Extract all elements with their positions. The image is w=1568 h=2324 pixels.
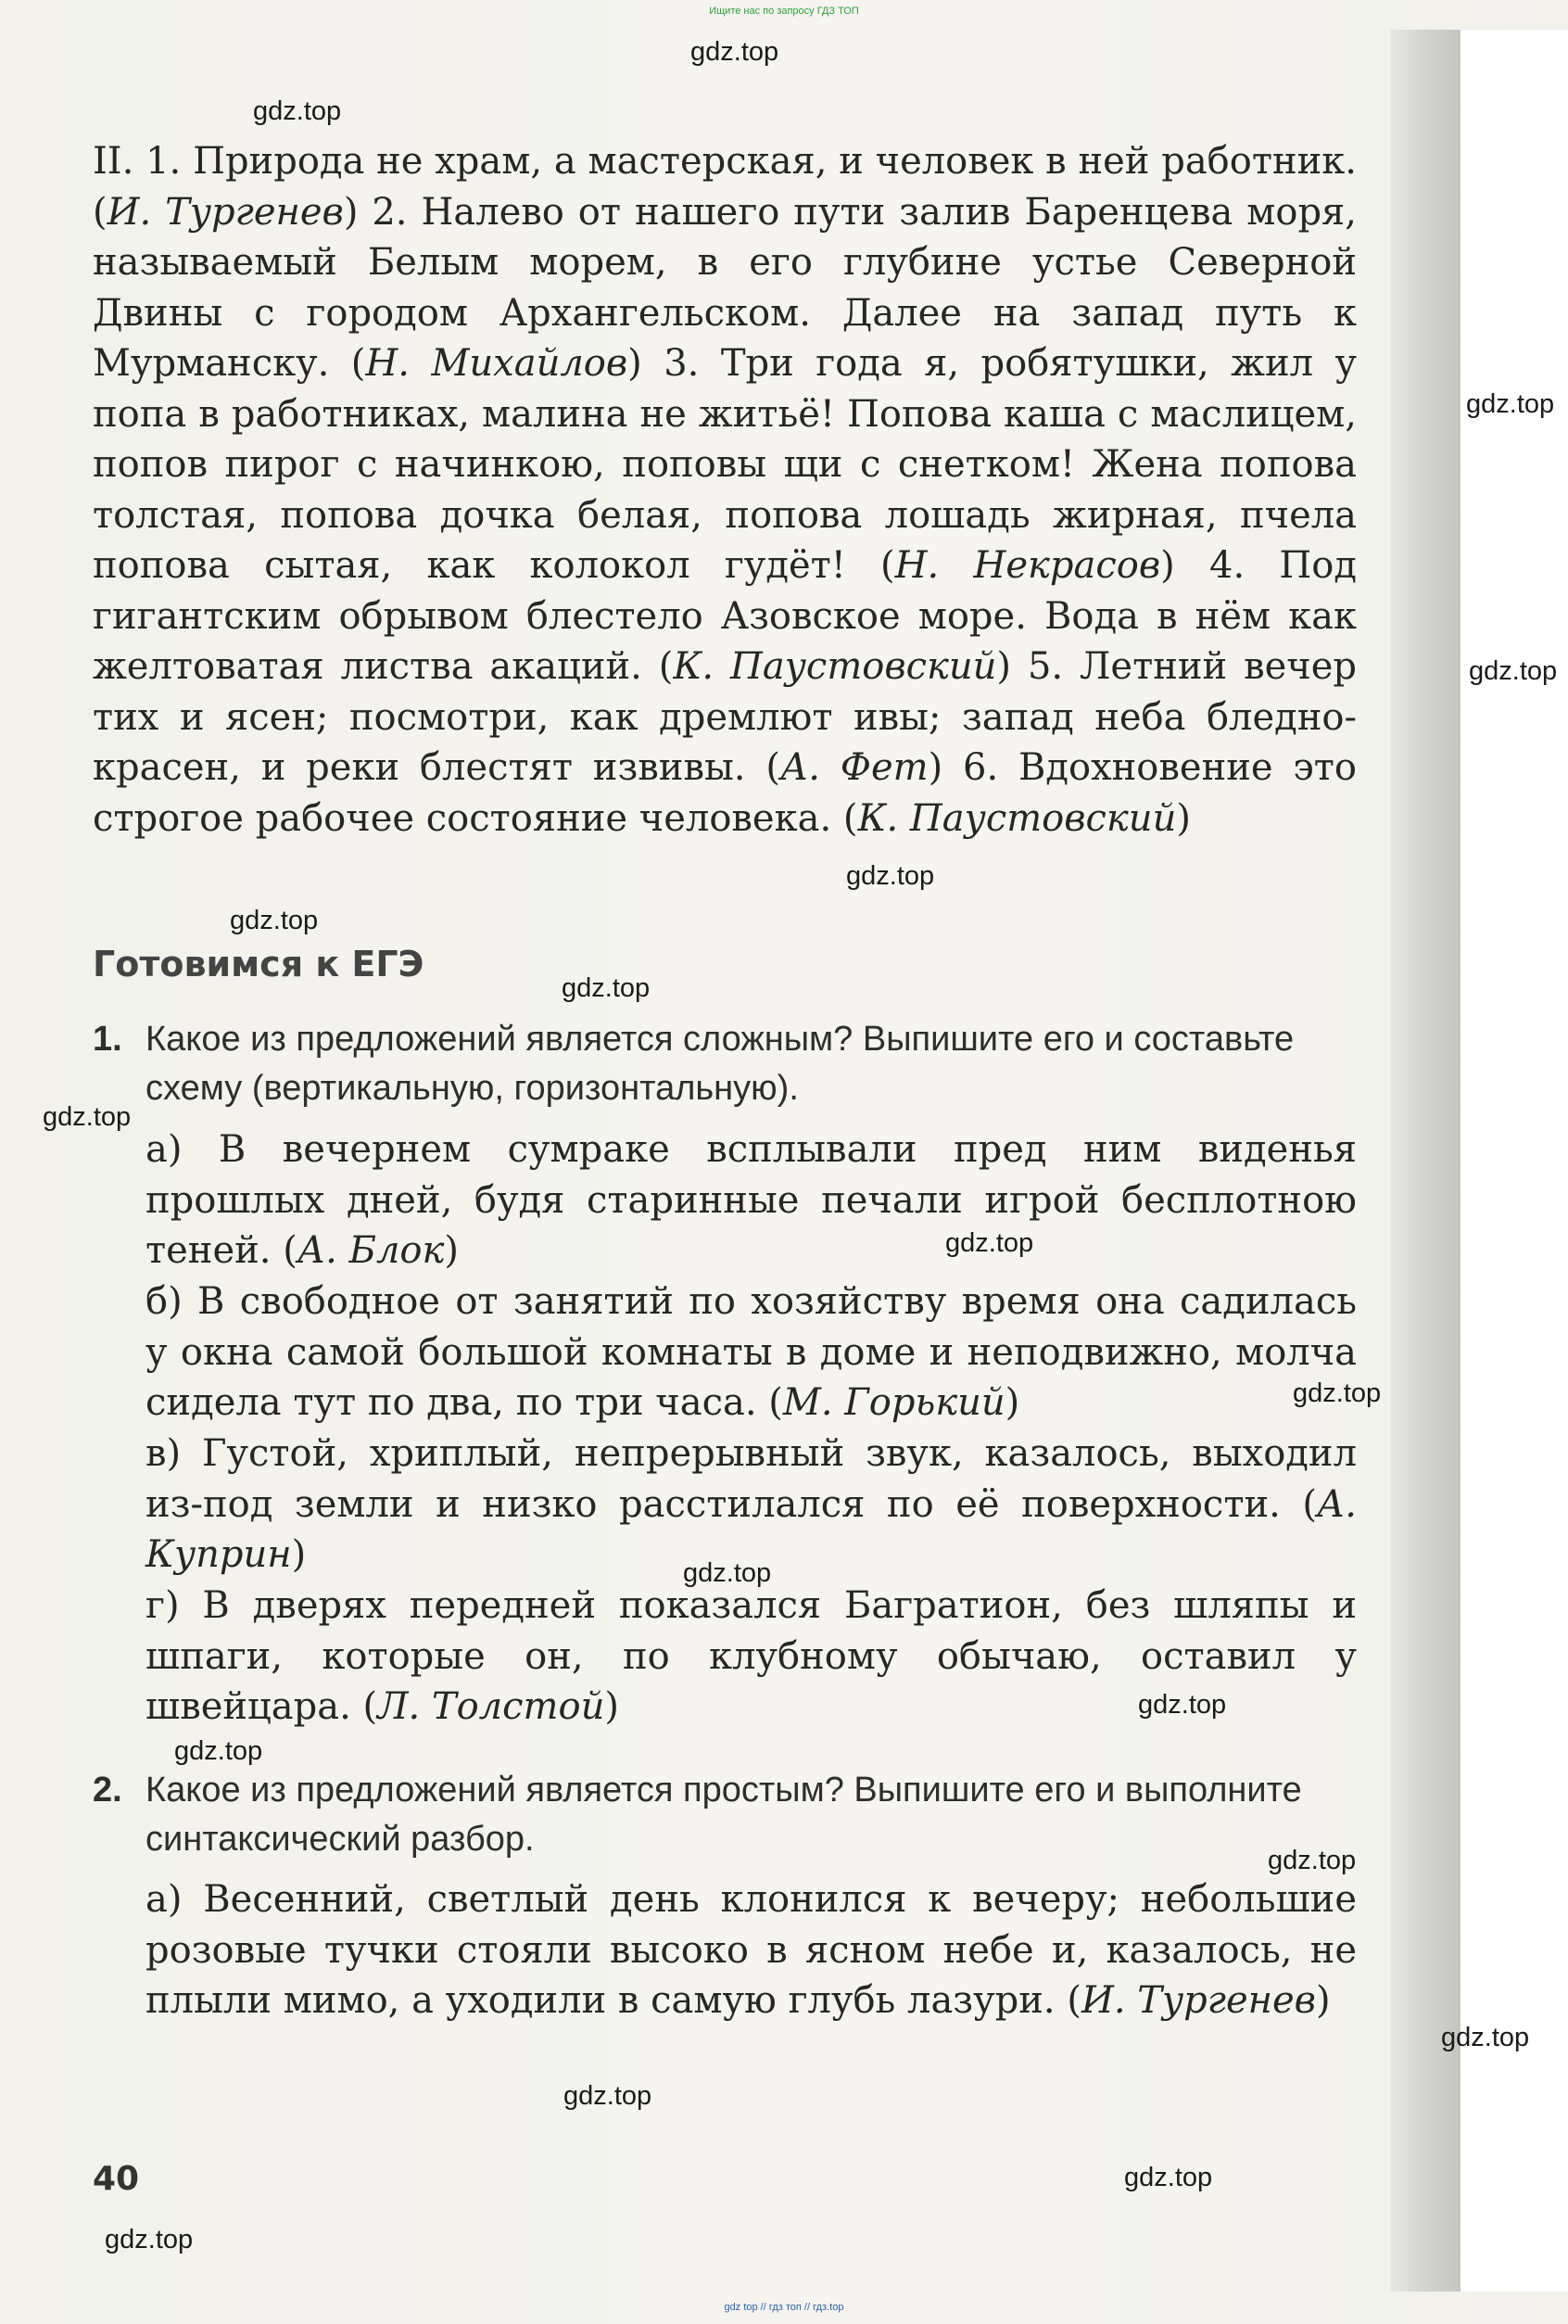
option-author: И. Тургенев: [1081, 1979, 1316, 2022]
item-2-num: 2.: [372, 190, 408, 234]
item-4-author: К. Паустовский: [673, 645, 997, 688]
task-1-number: 1.: [93, 1020, 122, 1059]
option-text: В вечернем сумраке всплывали пред ним виденья прошлых дней, будя старинные печали игрой бесплотною теней.: [145, 1128, 1358, 1272]
option-text: Весенний, светлый день клонился к вечеру; небольшие розовые тучки стояли высоко в ясном небе и, казалось, не плыли мимо, а уходили в самую глубь лазури.: [145, 1878, 1358, 2022]
watermark: gdz.top: [105, 2225, 194, 2254]
watermark: gdz.top: [562, 973, 651, 1003]
option-author: А. Блок: [297, 1229, 445, 1272]
watermark: gdz.top: [253, 96, 342, 126]
watermark: gdz.top: [1268, 1846, 1357, 1875]
watermark: gdz.top: [1466, 389, 1555, 419]
item-1-num: 1.: [145, 140, 182, 183]
option-text: В свободное от занятий по хозяйству время она садилась у окна самой большой комнаты в доме и неподвижно, молча сидела тут по два, по три часа.: [145, 1280, 1357, 1424]
item-3-num: 3.: [664, 342, 700, 385]
watermark: gdz.top: [230, 906, 319, 935]
item-5-author: А. Фет: [779, 746, 929, 789]
item-4-num: 4.: [1209, 544, 1246, 587]
watermark: gdz.top: [1293, 1378, 1382, 1408]
item-4-text: Под гигантским обрывом блестело Азовское море. Вода в нём как желтоватая листва акаций.: [93, 544, 1357, 688]
section-2-label: II.: [93, 140, 134, 183]
item-5-text: Летний вечер тих и ясен; посмотри, как дремлют ивы; запад неба бледно-красен, и реки блестят извивы.: [93, 645, 1357, 789]
item-3-text: Три года я, робятушки, жил у попа в работниках, малина не житьё! Попова каша с маслицем, попов пирог с начинкою, поповы щи с снетком! Жена попова толстая, попова дочка белая, попова лошадь жирная, пчела попова сытая, как колокол гудёт!: [93, 342, 1358, 587]
option-author: М. Горький: [782, 1381, 1005, 1424]
watermark: gdz.top: [43, 1102, 132, 1132]
watermark: gdz.top: [1469, 656, 1558, 686]
task-1: [93, 1015, 1357, 1113]
watermark: gdz.top: [174, 1736, 263, 1766]
task-2-number: 2.: [93, 1771, 122, 1810]
option-author: Л. Толстой: [377, 1685, 605, 1728]
watermark: gdz.top: [1124, 2163, 1213, 2192]
task-1-option-g: г) В дверях передней показался Багратион, без шляпы и шпаги, которые он, по клубному обычаю, оставил у швейцара. (Л. Толстой): [145, 1584, 1357, 1728]
watermark: gdz.top: [1138, 1690, 1227, 1720]
option-letter: б): [145, 1280, 183, 1323]
item-5-num: 5.: [1027, 645, 1064, 688]
item-3-author: Н. Некрасов: [894, 544, 1161, 587]
option-text: Густой, хриплый, непрерывный звук, казалось, выходил из-под земли и низко расстилался по её поверхности.: [145, 1432, 1357, 1526]
item-6-text: Вдохновение это строгое рабочее состояние человека.: [93, 746, 1357, 840]
task-1-option-b: б) В свободное от занятий по хозяйству время она садилась у окна самой большой комнаты в доме и неподвижно, молча сидела тут по два, по три часа. (М. Горький): [145, 1280, 1357, 1424]
task-1-prompt: Какое из предложений является сложным? Выпишите его и составьте схему (вертикальную, горизонтальную).: [145, 1020, 1295, 1108]
option-letter: в): [145, 1432, 182, 1475]
watermark: gdz.top: [1441, 2023, 1530, 2052]
item-1-text: Природа не храм, а мастерская, и человек в ней работник.: [193, 140, 1358, 183]
task-2-prompt: Какое из предложений является простым? Выпишите его и выполните синтаксический разбор.: [145, 1771, 1302, 1859]
watermark: gdz.top: [945, 1228, 1034, 1258]
watermark: gdz.top: [846, 861, 935, 891]
item-6-author: К. Паустовский: [857, 796, 1177, 840]
option-text: В дверях передней показался Багратион, без шляпы и шпаги, которые он, по клубному обычаю, оставил у швейцара.: [145, 1584, 1357, 1728]
task-2: [93, 1766, 1357, 1864]
page-number: 40: [93, 2160, 140, 2198]
section-2-text: II. 1. Природа не храм, а мастерская, и человек в ней работник. (И. Тургенев) 2. Налево от нашего пути залив Баренцева моря, называемый Белым морем, в его глубине устье Северной Двины с городом Архангельском. Далее на запад путь к Мурманску. (Н. Михайлов) 3. Три года я, робятушки, жил у попа в работниках, малина не житьё! Попова каша с маслицем, попов пирог с начинкою, поповы щи с снетком! Жена попова толстая, попова дочка белая, попова лошадь жирная, пчела попова сытая, как колокол гудёт! (Н. Некрасов) 4. Под гигантским обрывом блестело Азовское море. Вода в нём как желтоватая листва акаций. (К. Паустовский) 5. Летний вечер тих и ясен; посмотри, как дремлют ивы; запад неба бледно-красен, и реки блестят извивы. (А. Фет) 6. Вдохновение это строгое рабочее состояние человека. (К. Паустовский): [93, 140, 1358, 840]
watermark: gdz.top: [690, 37, 779, 67]
task-1-option-v: в) Густой, хриплый, непрерывный звук, казалось, выходил из-под земли и низко расстилался по её поверхности. (А. Куприн): [145, 1432, 1357, 1576]
task-1-option-a: а) В вечернем сумраке всплывали пред ним виденья прошлых дней, будя старинные печали игрой бесплотною теней. (А. Блок): [145, 1128, 1358, 1272]
item-1-author: И. Тургенев: [107, 190, 344, 234]
bottom-footer-note: gdz top // гдз топ // гдз.top: [724, 2302, 844, 2313]
section-heading: Готовимся к ЕГЭ: [93, 944, 424, 984]
watermark: gdz.top: [683, 1558, 772, 1588]
top-search-note: Ищите нас по запросу ГДЗ ТОП: [709, 6, 859, 17]
option-author: А. Куприн: [145, 1482, 1357, 1576]
page-margin: [1461, 30, 1568, 2292]
watermark: gdz.top: [563, 2081, 652, 2111]
option-letter: а): [145, 1128, 183, 1171]
option-letter: г): [145, 1584, 180, 1627]
item-6-num: 6.: [963, 746, 999, 789]
page-binding-shadow: [1390, 30, 1461, 2292]
task-2-option-a: а) Весенний, светлый день клонился к вечеру; небольшие розовые тучки стояли высоко в ясном небе и, казалось, не плыли мимо, а уходили в самую глубь лазури. (И. Тургенев): [145, 1878, 1358, 2022]
option-letter: а): [145, 1878, 183, 1921]
item-2-author: Н. Михайлов: [365, 342, 628, 385]
item-2-text: Налево от нашего пути залив Баренцева моря, называемый Белым морем, в его глубине устье Северной Двины с городом Архангельском. Далее на запад путь к Мурманску.: [93, 190, 1357, 385]
